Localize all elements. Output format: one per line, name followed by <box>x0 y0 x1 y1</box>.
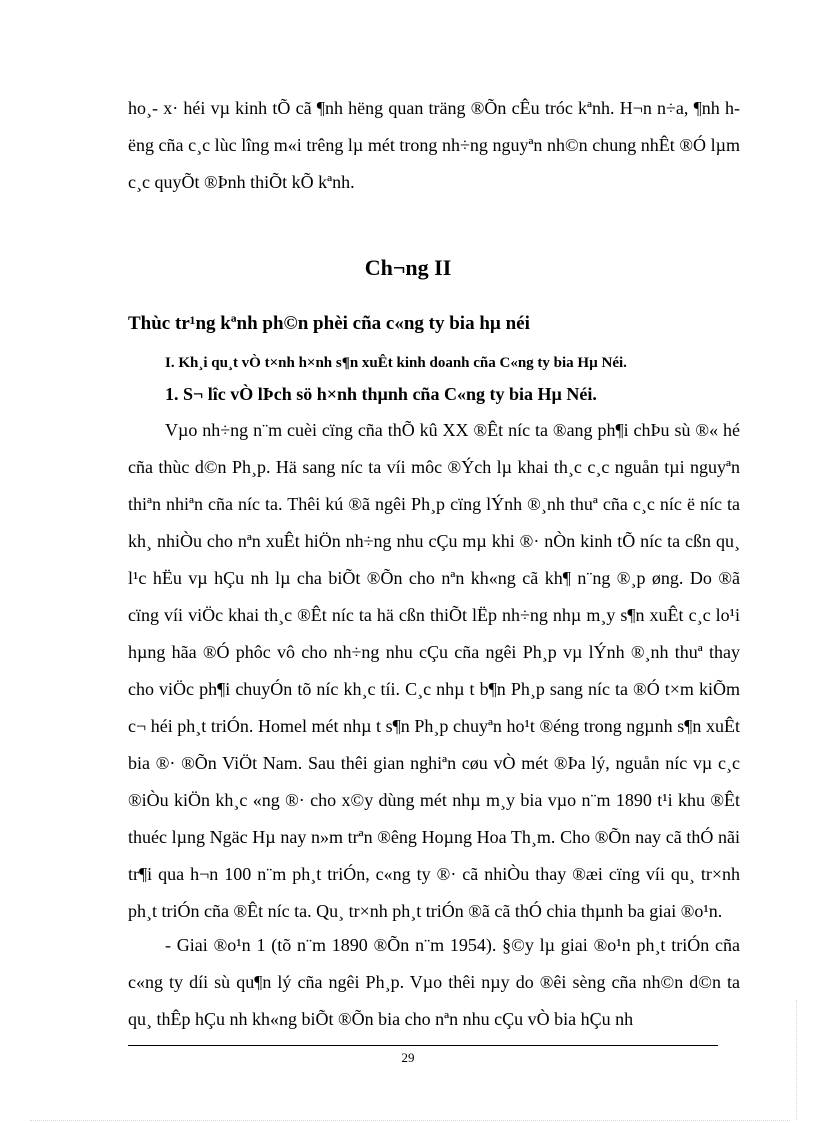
page-number: 29 <box>401 1050 415 1065</box>
page-bottom-edge <box>30 1120 790 1121</box>
page-right-edge <box>796 1000 797 1120</box>
footer-divider <box>128 1045 718 1046</box>
intro-paragraph: ho¸- x· héi vµ kinh tÕ cã ¶nh hëng quan träng ®Õn cÊu tróc kªnh. H¬n n÷a, ¶nh hëng cña c¸c lùc lîng m«i trêng lµ mét trong nh÷ng nguyªn nh©n chung nhÊt ®Ó lµm c¸c quyÕt ®Þnh thiÕt kÕ kªnh. <box>128 98 740 192</box>
phase1-paragraph: - Giai ®o¹n 1 (tõ n¨m 1890 ®Õn n¨m 1954). §©y lµ giai ®o¹n ph¸t triÓn cña c«ng ty díi sù qu¶n lý cña ngêi Ph¸p. Vµo thêi nµy do ®êi sèng cña nh©n d©n ta qu¸ thÊp hÇu nh kh«ng biÕt ®Õn bia cho nªn nhu cÇu vÒ bia hÇu nh <box>128 935 740 1029</box>
subsubsection-heading: 1. S¬ lîc vÒ lÞch sö h×nh thµnh cña C«ng ty bia Hµ Néi. <box>165 384 597 404</box>
subsection-heading: I. Kh¸i qu¸t vÒ t×nh h×nh s¶n xuÊt kinh doanh cña C«ng ty bia Hµ Néi. <box>165 355 627 371</box>
section-heading: Thùc tr¹ng kªnh ph©n phèi cña c«ng ty bia hµ néi <box>128 313 530 334</box>
chapter-title: Ch¬ng II <box>364 255 452 280</box>
history-paragraph: Vµo nh÷ng n¨m cuèi cïng cña thÕ kû XX ®Êt níc ta ®ang ph¶i chÞu sù ®« hé cña thùc d©n Ph¸p. Hä sang níc ta víi môc ®Ých lµ khai th¸c c¸c nguån tµi nguyªn thiªn nhiªn cña níc ta. Thêi kú ®ã ngêi Ph¸p cïng lÝnh ®¸nh thuª cña c¸c níc ë níc ta kh¸ nhiÒu cho nªn xuÊt hiÖn nh÷ng nhu cÇu mµ khi ®· nÒn kinh tÕ níc ta cßn qu¸ l¹c hËu vµ hÇu nh lµ cha biÕt ®Õn cho nªn kh«ng cã kh¶ n¨ng ®¸p øng. Do ®ã cïng víi viÖc khai th¸c ®Êt níc ta hä cßn thiÕt lËp nh÷ng nhµ m¸y s¶n xuÊt c¸c lo¹i hµng hãa ®Ó phôc vô cho nh÷ng nhu cÇu cña ngêi Ph¸p vµ lÝnh ®¸nh thuª thay cho viÖc ph¶i chuyÓn tõ níc kh¸c tíi. C¸c nhµ t b¶n Ph¸p sang níc ta ®Ó t×m kiÕm c¬ héi ph¸t triÓn. Homel mét nhµ t s¶n Ph¸p chuyªn ho¹t ®éng trong ngµnh s¶n xuÊt bia ®· ®Õn ViÖt Nam. Sau thêi gian nghiªn cøu vÒ mét ®Þa lý, nguån níc vµ c¸c ®iÒu kiÖn kh¸c «ng ®· cho x©y dùng mét nhµ m¸y bia vµo n¨m 1890 t¹i khu ®Êt thuéc lµng Ngäc Hµ nay n»m trªn ®êng Hoµng Hoa Th¸m. Cho ®Õn nay cã thÓ nãi tr¶i qua h¬n 100 n¨m ph¸t triÓn, c«ng ty ®· cã nhiÒu thay ®æi cïng víi qu¸ tr×nh ph¸t triÓn cña ®Êt níc ta. Qu¸ tr×nh ph¸t triÓn ®ã cã thÓ chia thµnh ba giai ®o¹n. <box>128 420 740 921</box>
